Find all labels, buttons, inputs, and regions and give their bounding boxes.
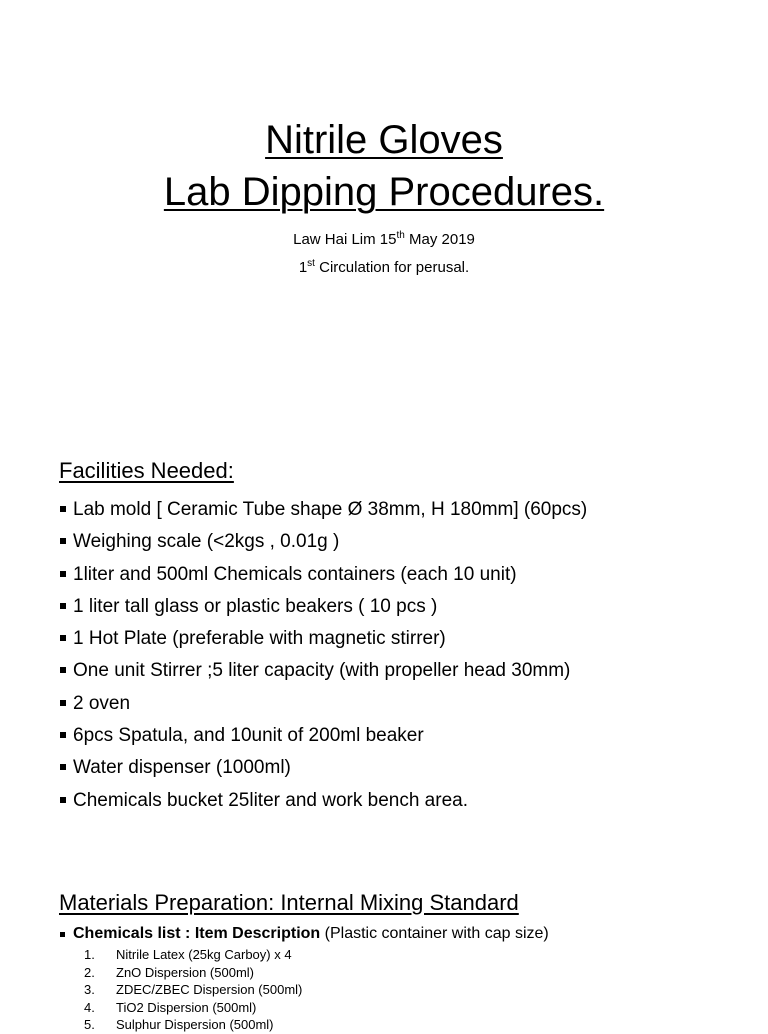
bullet-icon bbox=[60, 603, 66, 609]
list-item: One unit Stirrer ;5 liter capacity (with propeller head 30mm) bbox=[59, 655, 587, 687]
list-item: Lab mold [ Ceramic Tube shape Ø 38mm, H 180mm] (60pcs) bbox=[59, 494, 587, 526]
circulation-note: 1st Circulation for perusal. bbox=[298, 258, 470, 276]
author-date-line: Law Hai Lim 15th May 2019 bbox=[293, 230, 475, 248]
document-title-line-2: Lab Dipping Procedures. bbox=[163, 170, 605, 214]
chemicals-list-intro: Chemicals list : Item Description (Plastic container with cap size) bbox=[59, 924, 549, 944]
bullet-icon bbox=[60, 700, 66, 706]
list-item: 4. TiO2 Dispersion (500ml) bbox=[84, 999, 257, 1015]
list-item: 1liter and 500ml Chemicals containers (each 10 unit) bbox=[59, 559, 587, 591]
bullet-icon bbox=[60, 635, 66, 641]
facilities-list bbox=[59, 494, 587, 817]
list-item: 2 oven bbox=[59, 688, 587, 720]
list-item: Weighing scale (<2kgs , 0.01g ) bbox=[59, 526, 587, 558]
list-item: 1 liter tall glass or plastic beakers ( 10 pcs ) bbox=[59, 591, 587, 623]
bullet-icon bbox=[60, 571, 66, 577]
list-item: 1 Hot Plate (preferable with magnetic stirrer) bbox=[59, 623, 587, 655]
bullet-icon bbox=[60, 732, 66, 738]
list-item: 5. Sulphur Dispersion (500ml) bbox=[84, 1017, 274, 1032]
bullet-icon bbox=[60, 667, 66, 673]
document-title-line-1: Nitrile Gloves bbox=[265, 118, 503, 162]
list-item: Chemicals bucket 25liter and work bench area. bbox=[59, 785, 587, 817]
chemicals-list bbox=[84, 946, 302, 1034]
facilities-heading: Facilities Needed: bbox=[59, 458, 234, 483]
bullet-icon bbox=[60, 932, 65, 937]
list-item: Water dispenser (1000ml) bbox=[59, 752, 587, 784]
list-item: 3. ZDEC/ZBEC Dispersion (500ml) bbox=[84, 982, 303, 997]
bullet-icon bbox=[60, 797, 66, 803]
bullet-icon bbox=[60, 764, 66, 770]
list-item: 2. ZnO Dispersion (500ml) bbox=[84, 964, 254, 980]
list-item: 6pcs Spatula, and 10unit of 200ml beaker bbox=[59, 720, 587, 752]
bullet-icon bbox=[60, 538, 66, 544]
bullet-icon bbox=[60, 506, 66, 512]
list-item: 1. Nitrile Latex (25kg Carboy) x 4 bbox=[84, 947, 292, 962]
materials-heading: Materials Preparation: Internal Mixing Standard bbox=[59, 890, 519, 915]
